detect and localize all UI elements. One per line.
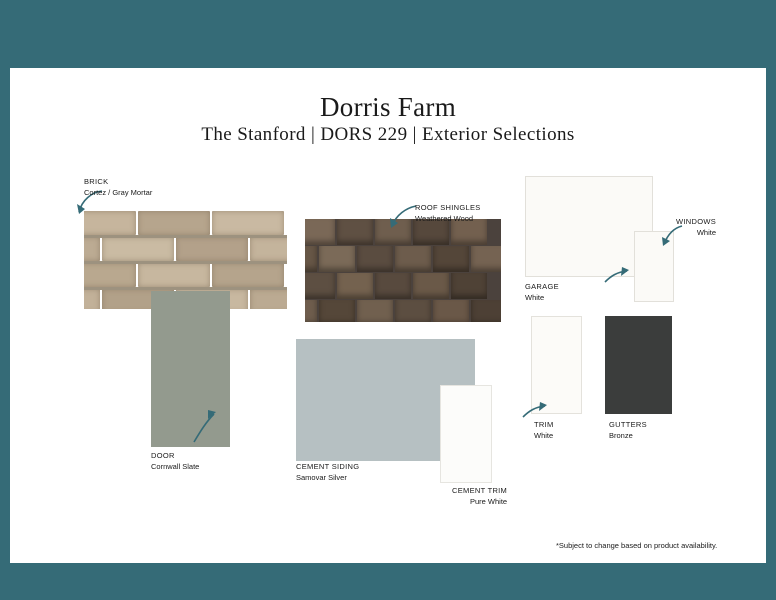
label-trim-value: White xyxy=(534,431,554,440)
label-brick xyxy=(84,176,152,198)
label-cement-siding xyxy=(296,461,359,483)
page-title: Dorris Farm xyxy=(319,92,457,122)
label-cement-siding-value: Samovar Silver xyxy=(296,473,347,482)
label-windows xyxy=(676,216,716,238)
label-door xyxy=(151,450,199,472)
label-garage xyxy=(525,281,559,303)
label-cement-trim-value: Pure White xyxy=(470,497,508,506)
label-garage-title: GARAGE xyxy=(525,282,559,291)
label-gutters-value: Bronze xyxy=(609,431,633,440)
footer-band xyxy=(0,563,776,600)
label-door-title: DOOR xyxy=(151,451,175,460)
label-roof-shingles-title: ROOF SHINGLES xyxy=(415,203,481,212)
left-border-band xyxy=(0,0,10,600)
swatch-gutters xyxy=(605,316,672,414)
label-windows-title: WINDOWS xyxy=(676,217,717,226)
label-windows-value: White xyxy=(696,228,717,237)
header-band xyxy=(0,0,776,68)
label-gutters-title: GUTTERS xyxy=(609,420,647,429)
label-brick-value: Cortez / Gray Mortar xyxy=(84,188,153,197)
label-roof-shingles xyxy=(415,202,481,224)
label-roof-shingles-value: Weathered Wood xyxy=(415,214,474,223)
label-cement-trim xyxy=(452,485,507,507)
right-border-band xyxy=(766,0,776,600)
label-cement-trim-title: CEMENT TRIM xyxy=(452,486,508,495)
label-garage-value: White xyxy=(525,293,545,302)
swatch-roof-shingles xyxy=(305,219,501,322)
label-door-value: Cornwall Slate xyxy=(151,462,200,471)
swatch-windows xyxy=(634,231,674,302)
page-subtitle: The Stanford | DORS 229 | Exterior Selections xyxy=(201,124,575,145)
label-cement-siding-title: CEMENT SIDING xyxy=(296,462,360,471)
footnote: *Subject to change based on product availability. xyxy=(556,541,718,550)
label-trim xyxy=(534,419,554,441)
label-trim-title: TRIM xyxy=(534,420,554,429)
label-brick-title: BRICK xyxy=(84,177,109,186)
swatch-trim xyxy=(531,316,582,414)
swatch-cement-trim xyxy=(440,385,492,483)
label-gutters xyxy=(609,419,647,441)
swatch-door xyxy=(151,291,230,447)
